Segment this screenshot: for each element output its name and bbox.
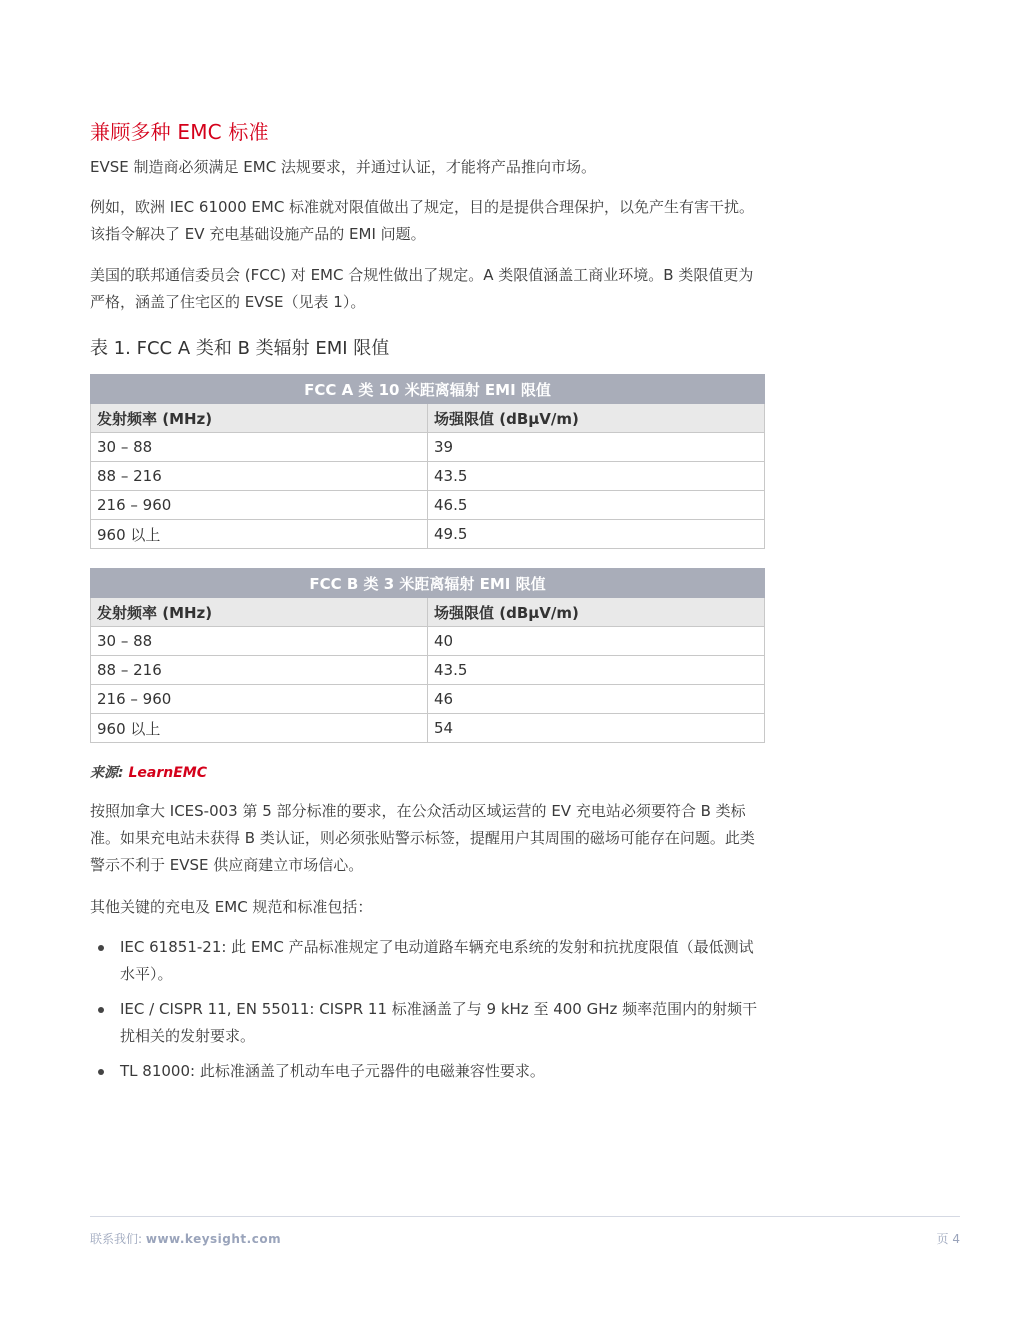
- limit-cell: 46: [428, 685, 765, 714]
- footer-divider: [90, 1216, 960, 1217]
- column-header-limit: 场强限值 (dBµV/m): [428, 404, 765, 433]
- source-note: [90, 762, 207, 782]
- limit-cell: 54: [428, 714, 765, 743]
- limit-cell: 39: [428, 433, 765, 462]
- bullet-icon: [98, 1069, 104, 1075]
- limit-cell: 49.5: [428, 520, 765, 549]
- standards-intro: 其他关键的充电及 EMC 规范和标准包括：: [90, 898, 373, 916]
- list-item: [90, 934, 765, 988]
- table-row: [91, 462, 765, 491]
- fcc-class-b-table: [90, 568, 765, 743]
- canada-paragraph: 按照加拿大 ICES-003 第 5 部分标准的要求，在公众活动区域运营的 EV 充电站必须要符合 B 类标准。如果充电站未获得 B 类认证，则必须张贴警示标签，提醒用户其周围的磁场可能存在问题。此类警示不利于 EVSE 供应商建立市场信心。: [90, 802, 755, 874]
- source-label: 来源:: [90, 765, 129, 781]
- frequency-cell: 30 – 88: [91, 433, 428, 462]
- page-number: 页 4: [936, 1232, 960, 1246]
- bullet-icon: [98, 945, 104, 951]
- table-title: FCC B 类 3 米距离辐射 EMI 限值: [91, 569, 765, 598]
- table-row: [91, 656, 765, 685]
- table-caption: 表 1. FCC A 类和 B 类辐射 EMI 限值: [90, 338, 390, 359]
- list-item-text: IEC / CISPR 11, EN 55011: CISPR 11 标准涵盖了与 9 kHz 至 400 GHz 频率范围内的射频干扰相关的发射要求。: [120, 1000, 758, 1045]
- limit-cell: 46.5: [428, 491, 765, 520]
- column-header-frequency: 发射频率 (MHz): [91, 404, 428, 433]
- column-header-frequency: 发射频率 (MHz): [91, 598, 428, 627]
- fcc-class-a-table: [90, 374, 765, 549]
- intro-paragraph-1: EVSE 制造商必须满足 EMC 法规要求，并通过认证，才能将产品推向市场。: [90, 158, 596, 176]
- limit-cell: 40: [428, 627, 765, 656]
- source-link[interactable]: LearnEMC: [128, 765, 207, 781]
- intro-paragraph-2: 例如，欧洲 IEC 61000 EMC 标准就对限值做出了规定，目的是提供合理保护，以免产生有害干扰。该指令解决了 EV 充电基础设施产品的 EMI 问题。: [90, 198, 755, 243]
- section-title: 兼顾多种 EMC 标准: [90, 120, 269, 144]
- frequency-cell: 960 以上: [91, 714, 428, 743]
- frequency-cell: 88 – 216: [91, 656, 428, 685]
- frequency-cell: 30 – 88: [91, 627, 428, 656]
- table-title: FCC A 类 10 米距离辐射 EMI 限值: [91, 375, 765, 404]
- frequency-cell: 960 以上: [91, 520, 428, 549]
- list-item-text: TL 81000: 此标准涵盖了机动车电子元器件的电磁兼容性要求。: [120, 1062, 545, 1080]
- table-row: [91, 433, 765, 462]
- frequency-cell: 216 – 960: [91, 491, 428, 520]
- list-item: [90, 996, 765, 1050]
- limit-cell: 43.5: [428, 656, 765, 685]
- table-row: [91, 627, 765, 656]
- footer-contact: [90, 1230, 281, 1247]
- frequency-cell: 216 – 960: [91, 685, 428, 714]
- frequency-cell: 88 – 216: [91, 462, 428, 491]
- column-header-limit: 场强限值 (dBµV/m): [428, 598, 765, 627]
- bullet-icon: [98, 1007, 104, 1013]
- table-row: [91, 520, 765, 549]
- list-item-text: IEC 61851-21: 此 EMC 产品标准规定了电动道路车辆充电系统的发射和抗扰度限值（最低测试水平）。: [120, 938, 754, 983]
- table-row: [91, 491, 765, 520]
- standards-list: [90, 934, 765, 1093]
- limit-cell: 43.5: [428, 462, 765, 491]
- footer-contact-label: 联系我们:: [90, 1232, 146, 1246]
- table-row: [91, 714, 765, 743]
- intro-paragraph-3: 美国的联邦通信委员会 (FCC) 对 EMC 合规性做出了规定。A 类限值涵盖工商业环境。B 类限值更为严格，涵盖了住宅区的 EVSE（见表 1）。: [90, 266, 754, 311]
- list-item: [90, 1058, 765, 1085]
- table-row: [91, 685, 765, 714]
- footer-website-link[interactable]: www.keysight.com: [145, 1232, 282, 1246]
